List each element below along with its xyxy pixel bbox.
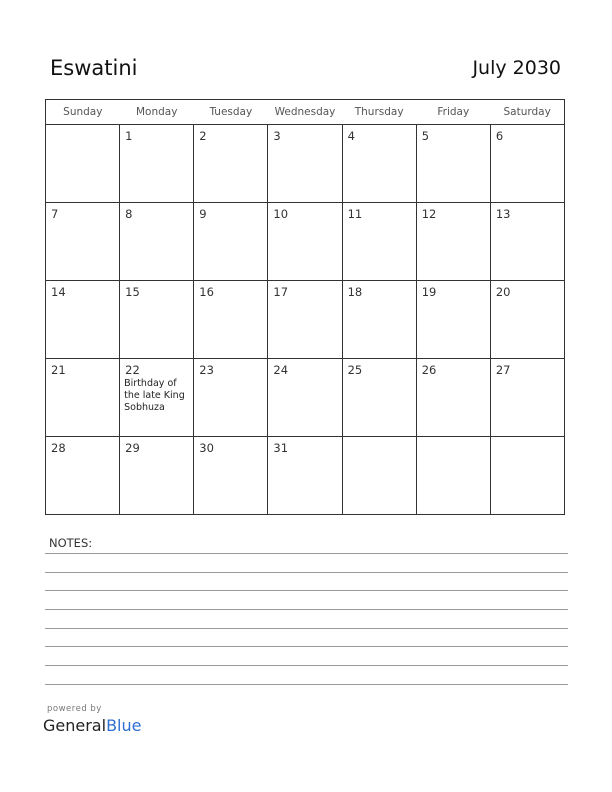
calendar-day-cell: [342, 125, 416, 203]
calendar-day-cell: [46, 125, 120, 203]
day-number: 24: [273, 363, 289, 377]
note-line: [45, 646, 568, 647]
day-number: 22: [125, 363, 140, 377]
day-number: 13: [495, 207, 511, 221]
note-line: [45, 553, 568, 554]
note-line: [45, 572, 568, 573]
generalblue-logo: [43, 716, 141, 735]
day-number: 15: [125, 285, 140, 299]
calendar-day-cell: [194, 437, 268, 515]
day-number: 3: [273, 129, 281, 143]
calendar-week-row: [46, 281, 565, 359]
day-number: 21: [51, 363, 66, 377]
calendar-day-cell: [268, 125, 342, 203]
calendar-day-cell: [342, 203, 416, 281]
day-number: 11: [347, 207, 363, 221]
month-year-title: July 2030: [472, 57, 561, 79]
notes-label: NOTES:: [49, 536, 93, 550]
weekday-wednesday: Wednesday: [268, 100, 342, 125]
calendar-day-cell: [268, 437, 342, 515]
day-number: 20: [495, 285, 511, 299]
calendar-week-row: [46, 203, 565, 281]
calendar-body: [46, 125, 565, 515]
country-title: Eswatini: [50, 56, 138, 80]
note-line: [45, 609, 568, 610]
calendar-day-cell: [342, 437, 416, 515]
weekday-sunday: Sunday: [46, 100, 120, 125]
calendar-day-cell: [120, 281, 194, 359]
calendar-day-cell: [490, 437, 564, 515]
day-number: 26: [421, 363, 437, 377]
day-number: 16: [199, 285, 214, 299]
brand-blue-text: Blue: [106, 716, 142, 735]
calendar-day-cell: [46, 281, 120, 359]
note-line: [45, 684, 568, 685]
brand-general-text: General: [43, 716, 107, 735]
weekday-saturday: Saturday: [490, 100, 564, 125]
weekday-header-row: [46, 100, 565, 125]
day-number: 27: [495, 363, 511, 377]
day-number: 8: [125, 207, 133, 221]
calendar-day-cell: [416, 437, 490, 515]
day-number: 17: [273, 285, 289, 299]
note-line: [45, 590, 568, 591]
calendar-day-cell: [416, 359, 490, 437]
calendar-week-row: [46, 437, 565, 515]
day-number: 7: [51, 207, 59, 221]
day-number: 31: [273, 441, 289, 455]
calendar-day-cell: [268, 359, 342, 437]
calendar-day-cell: [46, 359, 120, 437]
calendar-day-cell: [46, 437, 120, 515]
calendar-day-cell: [416, 281, 490, 359]
day-number: 19: [421, 285, 437, 299]
day-number: 14: [51, 285, 66, 299]
calendar-day-cell: [194, 359, 268, 437]
calendar-day-cell: [342, 281, 416, 359]
calendar-day-cell: [194, 281, 268, 359]
note-line: [45, 628, 568, 629]
day-number: 9: [199, 207, 207, 221]
calendar-day-cell: [490, 281, 564, 359]
day-number: 29: [125, 441, 140, 455]
day-number: 6: [495, 129, 504, 143]
powered-by-text: powered by: [47, 704, 102, 714]
day-number: 23: [199, 363, 214, 377]
calendar-day-cell: [342, 359, 416, 437]
day-number: 28: [51, 441, 66, 455]
holiday-label: Birthday of the late King Sobhuza: [124, 378, 185, 413]
calendar-day-cell: [268, 281, 342, 359]
day-number: 30: [199, 441, 214, 455]
calendar-day-cell: [194, 203, 268, 281]
calendar-day-cell: [490, 203, 564, 281]
calendar-day-cell: [120, 437, 194, 515]
day-number: 18: [347, 285, 363, 299]
calendar-day-cell: [120, 203, 194, 281]
calendar-week-row: [46, 125, 565, 203]
calendar-week-row: [46, 359, 565, 437]
day-number: [343, 437, 416, 441]
day-number: 5: [421, 129, 430, 143]
calendar-day-cell: [194, 125, 268, 203]
day-number: [46, 125, 119, 129]
day-number: 25: [347, 363, 363, 377]
calendar-day-cell: [490, 125, 564, 203]
day-number: 1: [125, 129, 133, 143]
calendar-day-cell: [490, 359, 564, 437]
weekday-thursday: Thursday: [342, 100, 416, 125]
calendar-day-cell: [268, 203, 342, 281]
calendar-day-cell: [120, 359, 194, 437]
day-number: 10: [273, 207, 289, 221]
calendar-day-cell: [416, 203, 490, 281]
day-number: [417, 437, 490, 441]
weekday-friday: Friday: [416, 100, 490, 125]
calendar-day-cell: [416, 125, 490, 203]
day-number: 4: [347, 129, 355, 143]
calendar-day-cell: [46, 203, 120, 281]
weekday-tuesday: Tuesday: [194, 100, 268, 125]
weekday-monday: Monday: [120, 100, 194, 125]
day-number: 12: [421, 207, 437, 221]
note-line: [45, 665, 568, 666]
day-number: 2: [199, 129, 207, 143]
day-number: [491, 437, 564, 441]
calendar-day-cell: [120, 125, 194, 203]
calendar-grid: [45, 99, 565, 515]
